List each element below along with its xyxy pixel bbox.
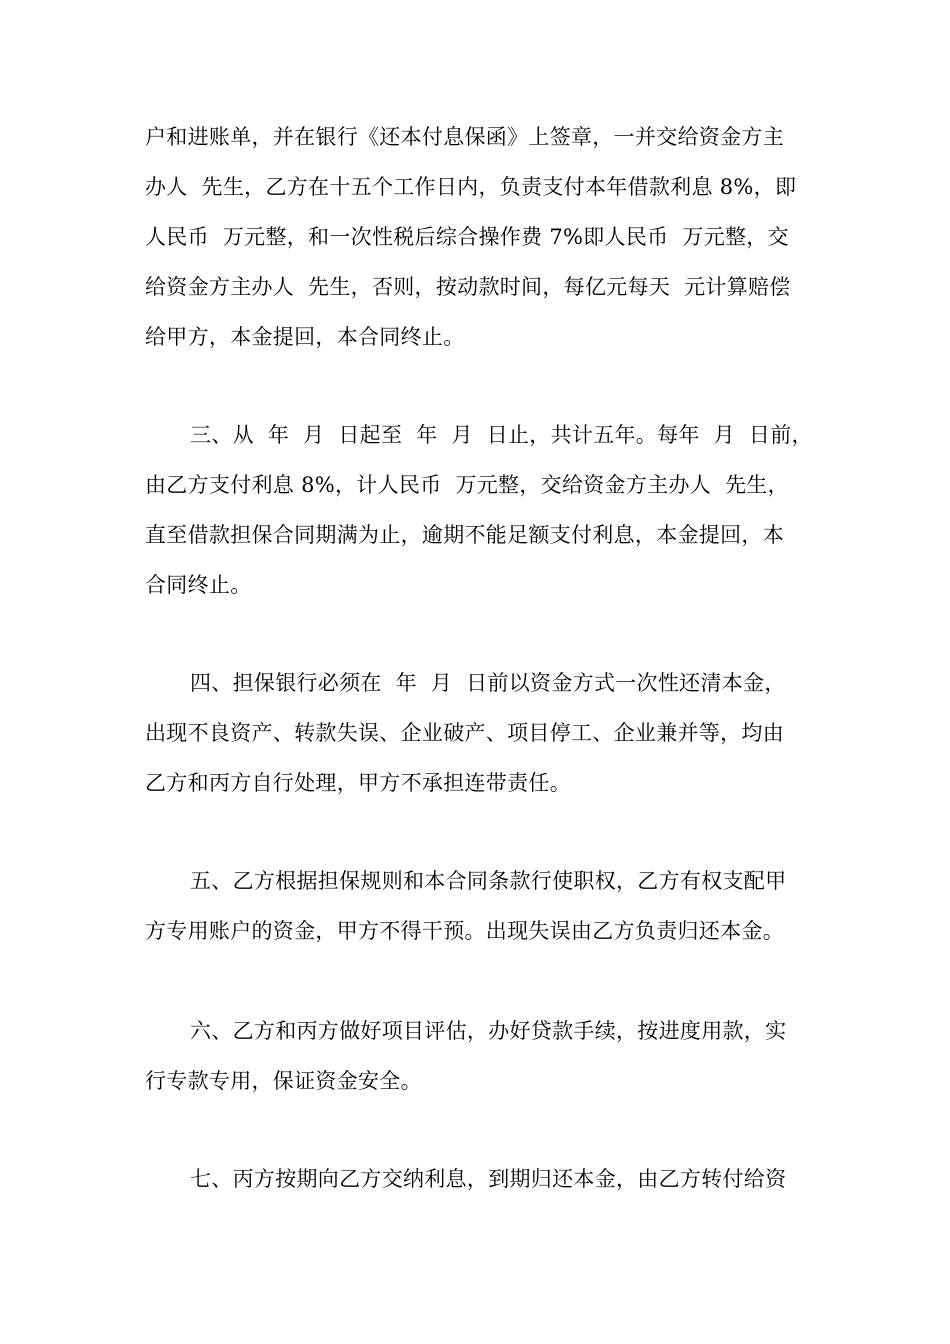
paragraph-line: 给甲方，本金提回，本合同终止。 <box>145 325 465 349</box>
clause-7-first-line: 七、丙方按期向乙方交纳利息，到期归还本金，由乙方转付给资 <box>190 1167 787 1191</box>
paragraph-line: 人民币 万元整，和一次性税后综合操作费 7%即人民币 万元整，交 <box>145 225 789 249</box>
paragraph-line: 出现不良资产、转款失误、企业破产、项目停工、企业兼并等，均由 <box>145 721 784 745</box>
paragraph-line: 户和进账单，并在银行《还本付息保函》上签章，一并交给资金方主 <box>145 125 784 149</box>
paragraph-line: 行专款专用，保证资金安全。 <box>145 1069 422 1093</box>
paragraph-line: 办人 先生，乙方在十五个工作日内，负责支付本年借款利息 8%，即 <box>145 175 797 199</box>
paragraph-line: 方专用账户的资金，甲方不得干预。出现失误由乙方负责归还本金。 <box>145 919 784 943</box>
clause-5-first-line: 五、乙方根据担保规则和本合同条款行使职权，乙方有权支配甲 <box>190 869 787 893</box>
paragraph-line: 合同终止。 <box>145 573 252 597</box>
clause-6-first-line: 六、乙方和丙方做好项目评估，办好贷款手续，按进度用款，实 <box>190 1019 787 1043</box>
paragraph-line: 给资金方主办人 先生，否则，按动款时间，每亿元每天 元计算赔偿 <box>145 275 791 299</box>
paragraph-line: 由乙方支付利息 8%，计人民币 万元整，交给资金方主办人 先生， <box>145 473 789 497</box>
clause-4-first-line: 四、担保银行必须在 年 月 日前以资金方式一次性还清本金， <box>190 671 786 695</box>
paragraph-line: 直至借款担保合同期满为止，逾期不能足额支付利息，本金提回，本 <box>145 523 784 547</box>
paragraph-line: 乙方和丙方自行处理，甲方不承担连带责任。 <box>145 771 571 795</box>
clause-3-first-line: 三、从 年 月 日起至 年 月 日止，共计五年。每年 月 日前， <box>190 423 813 447</box>
